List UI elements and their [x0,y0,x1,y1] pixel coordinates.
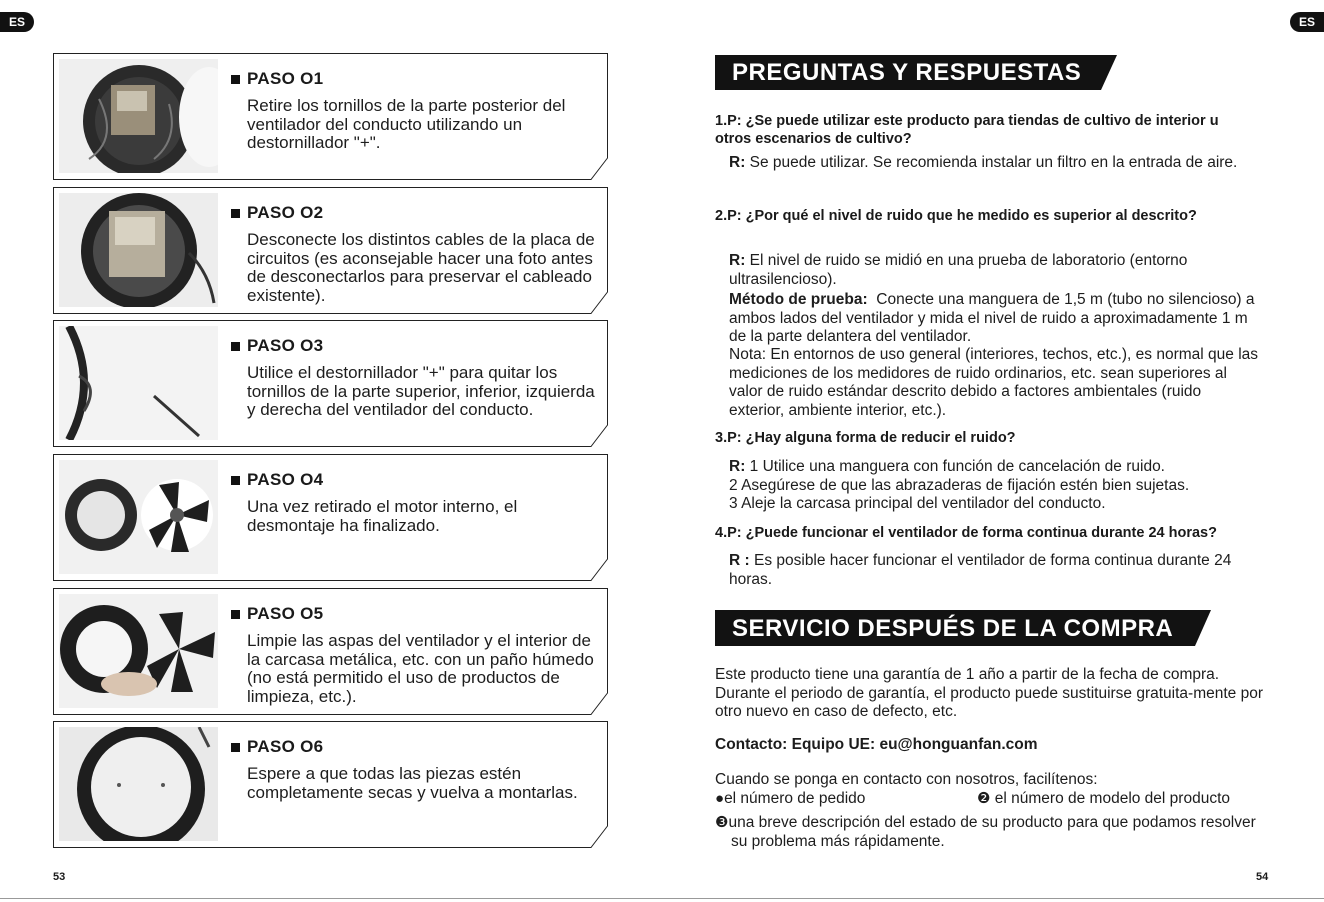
step-photo [59,326,218,440]
question-4: 4.P: ¿Puede funcionar el ventilador de forma continua durante 24 horas? [715,525,1217,541]
step-title: PASO O6 [247,737,324,756]
service-banner [715,610,1211,645]
page-number-left: 53 [53,871,66,883]
answer-4 [729,552,1259,589]
answer-1 [729,154,1259,173]
answer-3-item-3: 3 Aleje la carcasa principal del ventilador del conducto. [729,495,1106,512]
noise-note: Nota: En entornos de uso general (interiores, techos, etc.), es normal que las mediciones de los medidores de ruido ordinarios, etc. sean superiores al valor de ruido estándar descrito debido a factores ambientales (ruido exterior, ambiente interior, etc.). [729,346,1259,419]
faq-banner [715,55,1117,90]
number-2-circle-icon: ❷ [977,790,991,807]
square-bullet-icon [231,209,240,218]
answer-text: El nivel de ruido se midió en una prueba de laboratorio (entorno ultrasilencioso). [729,252,1188,288]
step-title: PASO O5 [247,604,324,623]
square-bullet-icon [231,342,240,351]
contact-line: Contacto: Equipo UE: eu@honguanfan.com [715,736,1038,753]
test-method [729,291,1259,347]
answer-text: Se puede utilizar. Se recomienda instalar un filtro en la entrada de aire. [749,154,1238,171]
page-number-right: 54 [1256,871,1269,883]
step-photo [59,59,218,173]
method-text: Conecte una manguera de 1,5 m (tubo no silencioso) a ambos lados del ventilador y mida el nivel de ruido a aproximadamente 1 m de la parte delantera del ventilador. [729,291,1255,345]
square-bullet-icon [231,610,240,619]
method-label: Método de prueba: [729,291,868,308]
step-card-4 [53,454,608,581]
answer-3 [729,458,1259,514]
answer-label: R: [729,154,746,171]
step-description: Desconecte los distintos cables de la placa de circuitos (es aconsejable hacer una foto antes de desconectarlos para preservar el cableado existente). [247,230,595,305]
step-title: PASO O3 [247,336,324,355]
step-title: PASO O1 [247,69,324,88]
filled-circle-bullet-icon: ● [715,790,725,807]
step-photo [59,727,218,841]
square-bullet-icon [231,743,240,752]
step-title: PASO O2 [247,203,324,222]
step-photo [59,594,218,708]
answer-label: R: [729,252,746,269]
bottom-divider [0,898,1324,899]
contact-item-3 [715,814,1276,851]
answer-2 [729,252,1259,289]
step-card-1 [53,53,608,180]
question-1: 1.P: ¿Se puede utilizar este producto para tiendas de cultivo de interior u otros escenarios de cultivo? [715,113,1219,147]
warranty-text: Este producto tiene una garantía de 1 año a partir de la fecha de compra. Durante el periodo de garantía, el producto puede sustituirse gratuita-mente por otro nuevo en caso de defecto, etc. [715,666,1264,720]
contact-item-model-number: el número de modelo del producto [994,790,1230,807]
language-tab-left: ES [0,12,34,32]
step-card-5 [53,588,608,715]
number-3-circle-icon: ❸ [715,814,729,831]
answer-label: R : [729,552,750,569]
service-title: SERVICIO DESPUÉS DE LA COMPRA [732,615,1174,642]
step-description: Limpie las aspas del ventilador y el interior de la carcasa metálica, etc. con un paño húmedo (no está permitido el uso de productos de limpieza, etc.). [247,631,594,706]
step-heading [231,203,323,223]
step-photo [59,193,218,307]
square-bullet-icon [231,75,240,84]
answer-3-item-1: 1 Utilice una manguera con función de cancelación de ruido. [749,458,1165,475]
contact-items-row [715,790,1315,809]
answer-label: R: [729,458,746,475]
step-photo [59,460,218,574]
contact-intro: Cuando se ponga en contacto con nosotros, facilítenos: [715,771,1098,788]
step-title: PASO O4 [247,470,324,489]
answer-text: Es posible hacer funcionar el ventilador de forma continua durante 24 horas. [729,552,1232,588]
contact-item-2 [977,790,1230,809]
step-heading [231,69,323,89]
step-heading [231,737,323,757]
step-heading [231,604,323,624]
language-tab-right: ES [1290,12,1324,32]
step-description: Una vez retirado el motor interno, el desmontaje ha finalizado. [247,497,518,535]
question-2: 2.P: ¿Por qué el nivel de ruido que he medido es superior al descrito? [715,208,1197,224]
step-card-6 [53,721,608,848]
faq-title: PREGUNTAS Y RESPUESTAS [732,59,1082,86]
step-card-2 [53,187,608,314]
step-description: Espere a que todas las piezas estén completamente secas y vuelva a montarlas. [247,764,578,802]
contact-item-order-number: el número de pedido [724,790,866,807]
answer-3-item-2: 2 Asegúrese de que las abrazaderas de fijación estén bien sujetas. [729,476,1190,494]
step-description: Retire los tornillos de la parte posterior del ventilador del conducto utilizando un destornillador "+". [247,96,566,152]
question-3: 3.P: ¿Hay alguna forma de reducir el ruido? [715,430,1016,446]
square-bullet-icon [231,476,240,485]
contact-item-description: una breve descripción del estado de su producto para que podamos resolver su problema más rápidamente. [728,814,1256,850]
step-heading [231,470,323,490]
step-card-3 [53,320,608,447]
step-description: Utilice el destornillador "+" para quitar los tornillos de la parte superior, inferior, izquierda y derecha del ventilador del conducto. [247,363,595,419]
step-heading [231,336,323,356]
